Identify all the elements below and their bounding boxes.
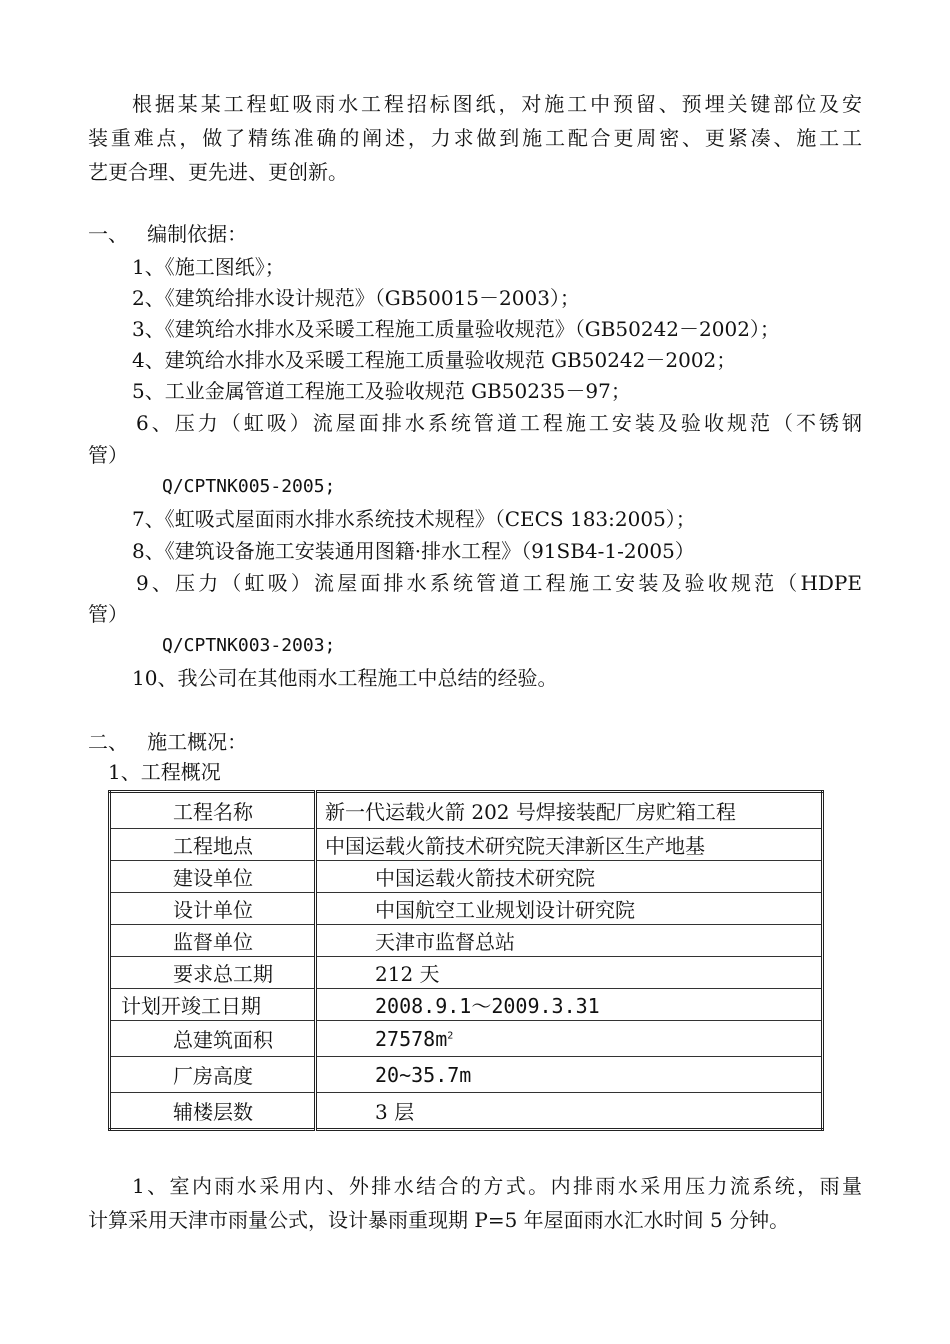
basis-item-8: 8、《建筑设备施工安装通用图籍·排水工程》（91SB4-1-2005） — [132, 539, 695, 563]
basis-item-1: 1、《施工图纸》； — [132, 255, 285, 279]
section-2-subheading: 1、工程概况 — [108, 760, 221, 784]
basis-item-6-code: Q/CPTNK005-2005; — [162, 476, 336, 497]
basis-item-4: 4、建筑给水排水及采暖工程施工质量验收规范 GB50242－2002； — [132, 348, 737, 372]
table-value: 3 层 — [316, 1093, 823, 1130]
intro-paragraph-line-3: 艺更合理、更先进、更创新。 — [88, 160, 348, 184]
table-row — [110, 1057, 823, 1093]
area-unit-superscript: 2 — [447, 1029, 454, 1041]
table-value: 天津市监督总站 — [316, 925, 823, 957]
table-row — [110, 1021, 823, 1057]
table-row — [110, 1093, 823, 1130]
table-row — [110, 893, 823, 925]
table-key: 监督单位 — [110, 925, 316, 957]
section-1-heading: 一、 编制依据： — [88, 222, 248, 246]
table-value: 2008.9.1～2009.3.31 — [316, 989, 823, 1021]
table-key: 要求总工期 — [110, 957, 316, 989]
table-value: 212 天 — [316, 957, 823, 989]
table-row — [110, 925, 823, 957]
table-key: 工程名称 — [110, 792, 316, 829]
table-key: 辅楼层数 — [110, 1093, 316, 1130]
table-key: 工程地点 — [110, 829, 316, 861]
overview-paragraph-line-1: 1、室内雨水采用内、外排水结合的方式。内排雨水采用压力流系统，雨量 — [132, 1174, 862, 1198]
basis-item-9: 9、压力（虹吸）流屋面排水系统管道工程施工安装及验收规范（HDPE — [136, 571, 862, 595]
table-key: 设计单位 — [110, 893, 316, 925]
basis-item-9-continued: 管） — [88, 602, 128, 626]
table-row — [110, 829, 823, 861]
table-key: 计划开竣工日期 — [110, 989, 316, 1021]
basis-item-7: 7、《虹吸式屋面雨水排水系统技术规程》（CECS 183:2005）； — [132, 507, 696, 531]
basis-item-9-code: Q/CPTNK003-2003; — [162, 635, 336, 656]
table-key: 厂房高度 — [110, 1057, 316, 1093]
table-key: 建设单位 — [110, 861, 316, 893]
table-row — [110, 861, 823, 893]
area-value: 27578m — [375, 1026, 448, 1051]
table-value: 中国航空工业规划设计研究院 — [316, 893, 823, 925]
table-value: 新一代运载火箭 202 号焊接装配厂房贮箱工程 — [316, 792, 823, 829]
table-row — [110, 957, 823, 989]
table-key: 总建筑面积 — [110, 1021, 316, 1057]
basis-item-3: 3、《建筑给水排水及采暖工程施工质量验收规范》（GB50242－2002）； — [132, 317, 780, 341]
basis-item-2: 2、《建筑给排水设计规范》（GB50015－2003）； — [132, 286, 580, 310]
project-overview-table — [108, 790, 824, 1131]
intro-paragraph-line-2: 装重难点，做了精练准确的阐述，力求做到施工配合更周密、更紧凑、施工工 — [88, 126, 862, 150]
basis-item-10: 10、我公司在其他雨水工程施工中总结的经验。 — [132, 666, 558, 690]
table-value: 中国运载火箭技术研究院 — [316, 861, 823, 893]
section-2-heading: 二、 施工概况： — [88, 730, 248, 754]
table-row — [110, 792, 823, 829]
overview-paragraph-line-2: 计算采用天津市雨量公式，设计暴雨重现期 P=5 年屋面雨水汇水时间 5 分钟。 — [88, 1208, 790, 1232]
table-value: 中国运载火箭技术研究院天津新区生产地基 — [316, 829, 823, 861]
table-value — [316, 1021, 823, 1057]
basis-item-5: 5、工业金属管道工程施工及验收规范 GB50235－97； — [132, 379, 631, 403]
table-row — [110, 989, 823, 1021]
basis-item-6-continued: 管） — [88, 443, 128, 467]
intro-paragraph-line-1: 根据某某工程虹吸雨水工程招标图纸，对施工中预留、预埋关键部位及安 — [132, 92, 862, 116]
basis-item-6: 6、压力（虹吸）流屋面排水系统管道工程施工安装及验收规范（不锈钢 — [136, 411, 862, 435]
table-value: 20~35.7m — [316, 1057, 823, 1093]
